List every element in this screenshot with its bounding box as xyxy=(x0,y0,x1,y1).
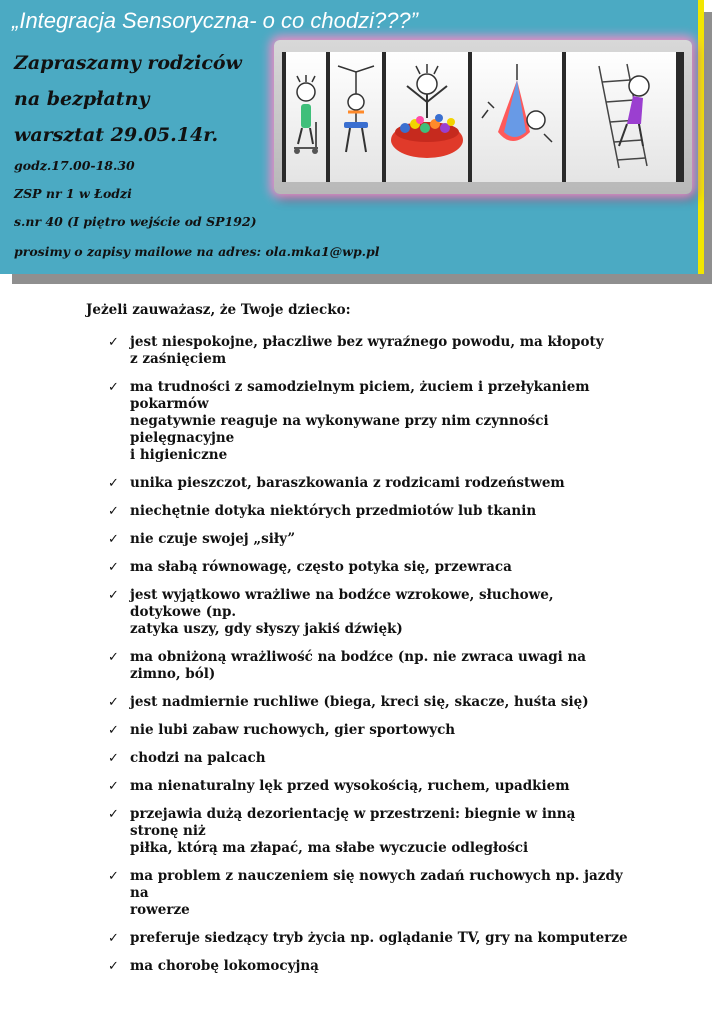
checkmark-icon: ✓ xyxy=(108,779,119,794)
list-item xyxy=(108,868,628,919)
list-item xyxy=(108,531,628,548)
checkmark-icon: ✓ xyxy=(108,751,119,766)
list-item xyxy=(108,930,628,947)
list-item xyxy=(108,649,628,683)
list-item xyxy=(108,587,628,638)
list-item-text: jest wyjątkowo wrażliwe na bodźce wzrokowe, słuchowe, dotykowe (np. zatyka uszy, gdy słyszy jakiś dźwięk) xyxy=(130,587,554,637)
illustration-strip xyxy=(274,40,692,194)
list-item xyxy=(108,559,628,576)
list-item-text: unika pieszczot, baraszkowania z rodzicami rodzeństwem xyxy=(130,475,565,491)
symptoms-list xyxy=(108,334,628,986)
checkmark-icon: ✓ xyxy=(108,959,119,974)
list-item-text: nie lubi zabaw ruchowych, gier sportowych xyxy=(130,722,456,738)
checkmark-icon: ✓ xyxy=(108,650,119,665)
list-item-text: ma chorobę lokomocyjną xyxy=(130,958,319,974)
list-item xyxy=(108,806,628,857)
list-item xyxy=(108,503,628,520)
checkmark-icon: ✓ xyxy=(108,532,119,547)
workshop-date: warsztat 29.05.14r. xyxy=(14,124,219,146)
invite-line: Zapraszamy rodziców xyxy=(14,52,242,74)
child-climbing-ladder-icon xyxy=(566,52,676,182)
list-item-text: ma trudności z samodzielnym piciem, żuciem i przełykaniem pokarmów negatywnie reaguje na wykonywane przy nim czynności pielęgnacyjne i higieniczne xyxy=(130,379,590,463)
child-on-swing-icon xyxy=(330,52,382,182)
list-item-text: ma obniżoną wrażliwość na bodźce (np. nie zwraca uwagi na zimno, ból) xyxy=(130,649,587,682)
header-banner xyxy=(0,0,704,274)
checkmark-icon: ✓ xyxy=(108,504,119,519)
list-item-text: ma problem z nauczeniem się nowych zadań ruchowych np. jazdy na rowerze xyxy=(130,868,623,918)
checkmark-icon: ✓ xyxy=(108,476,119,491)
list-item xyxy=(108,722,628,739)
list-item xyxy=(108,475,628,492)
list-item-text: chodzi na palcach xyxy=(130,750,266,766)
list-item xyxy=(108,694,628,711)
page-title: „Integracja Sensoryczna- o co chodzi???” xyxy=(12,8,418,33)
child-on-scooter-icon xyxy=(286,52,326,182)
child-in-hammock-icon xyxy=(472,52,562,182)
list-item-text: ma nienaturalny lęk przed wysokością, ruchem, upadkiem xyxy=(130,778,570,794)
symptoms-intro: Jeżeli zauważasz, że Twoje dziecko: xyxy=(86,302,351,318)
checkmark-icon: ✓ xyxy=(108,335,119,350)
list-item-text: preferuje siedzący tryb życia np. oglądanie TV, gry na komputerze xyxy=(130,930,628,946)
workshop-room: s.nr 40 (I piętro wejście od SP192) xyxy=(14,214,257,229)
checkmark-icon: ✓ xyxy=(108,807,119,822)
list-item xyxy=(108,379,628,464)
list-item xyxy=(108,958,628,975)
invite-line: na bezpłatny xyxy=(14,88,150,110)
checkmark-icon: ✓ xyxy=(108,723,119,738)
checkmark-icon: ✓ xyxy=(108,380,119,395)
checkmark-icon: ✓ xyxy=(108,931,119,946)
signup-info: prosimy o zapisy mailowe na adres: ola.mka1@wp.pl xyxy=(14,244,380,259)
list-item-text: nie czuje swojej „siły” xyxy=(130,531,296,547)
list-item-text: jest niespokojne, płaczliwe bez wyraźnego powodu, ma kłopoty z zaśnięciem xyxy=(130,334,604,367)
list-item-text: ma słabą równowagę, często potyka się, przewraca xyxy=(130,559,512,575)
checkmark-icon: ✓ xyxy=(108,695,119,710)
checkmark-icon: ✓ xyxy=(108,588,119,603)
list-item xyxy=(108,334,628,368)
list-item xyxy=(108,750,628,767)
child-in-ball-pit-icon xyxy=(386,52,468,182)
checkmark-icon: ✓ xyxy=(108,560,119,575)
list-item-text: niechętnie dotyka niektórych przedmiotów lub tkanin xyxy=(130,503,537,519)
checkmark-icon: ✓ xyxy=(108,869,119,884)
list-item-text: jest nadmiernie ruchliwe (biega, kreci się, skacze, huśta się) xyxy=(130,694,589,710)
workshop-school: ZSP nr 1 w Łodzi xyxy=(14,186,132,201)
list-item xyxy=(108,778,628,795)
list-item-text: przejawia dużą dezorientację w przestrzeni: biegnie w inną stronę niż piłka, którą ma złapać, ma słabe wyczucie odległości xyxy=(130,806,576,856)
workshop-time: godz.17.00-18.30 xyxy=(14,158,135,173)
